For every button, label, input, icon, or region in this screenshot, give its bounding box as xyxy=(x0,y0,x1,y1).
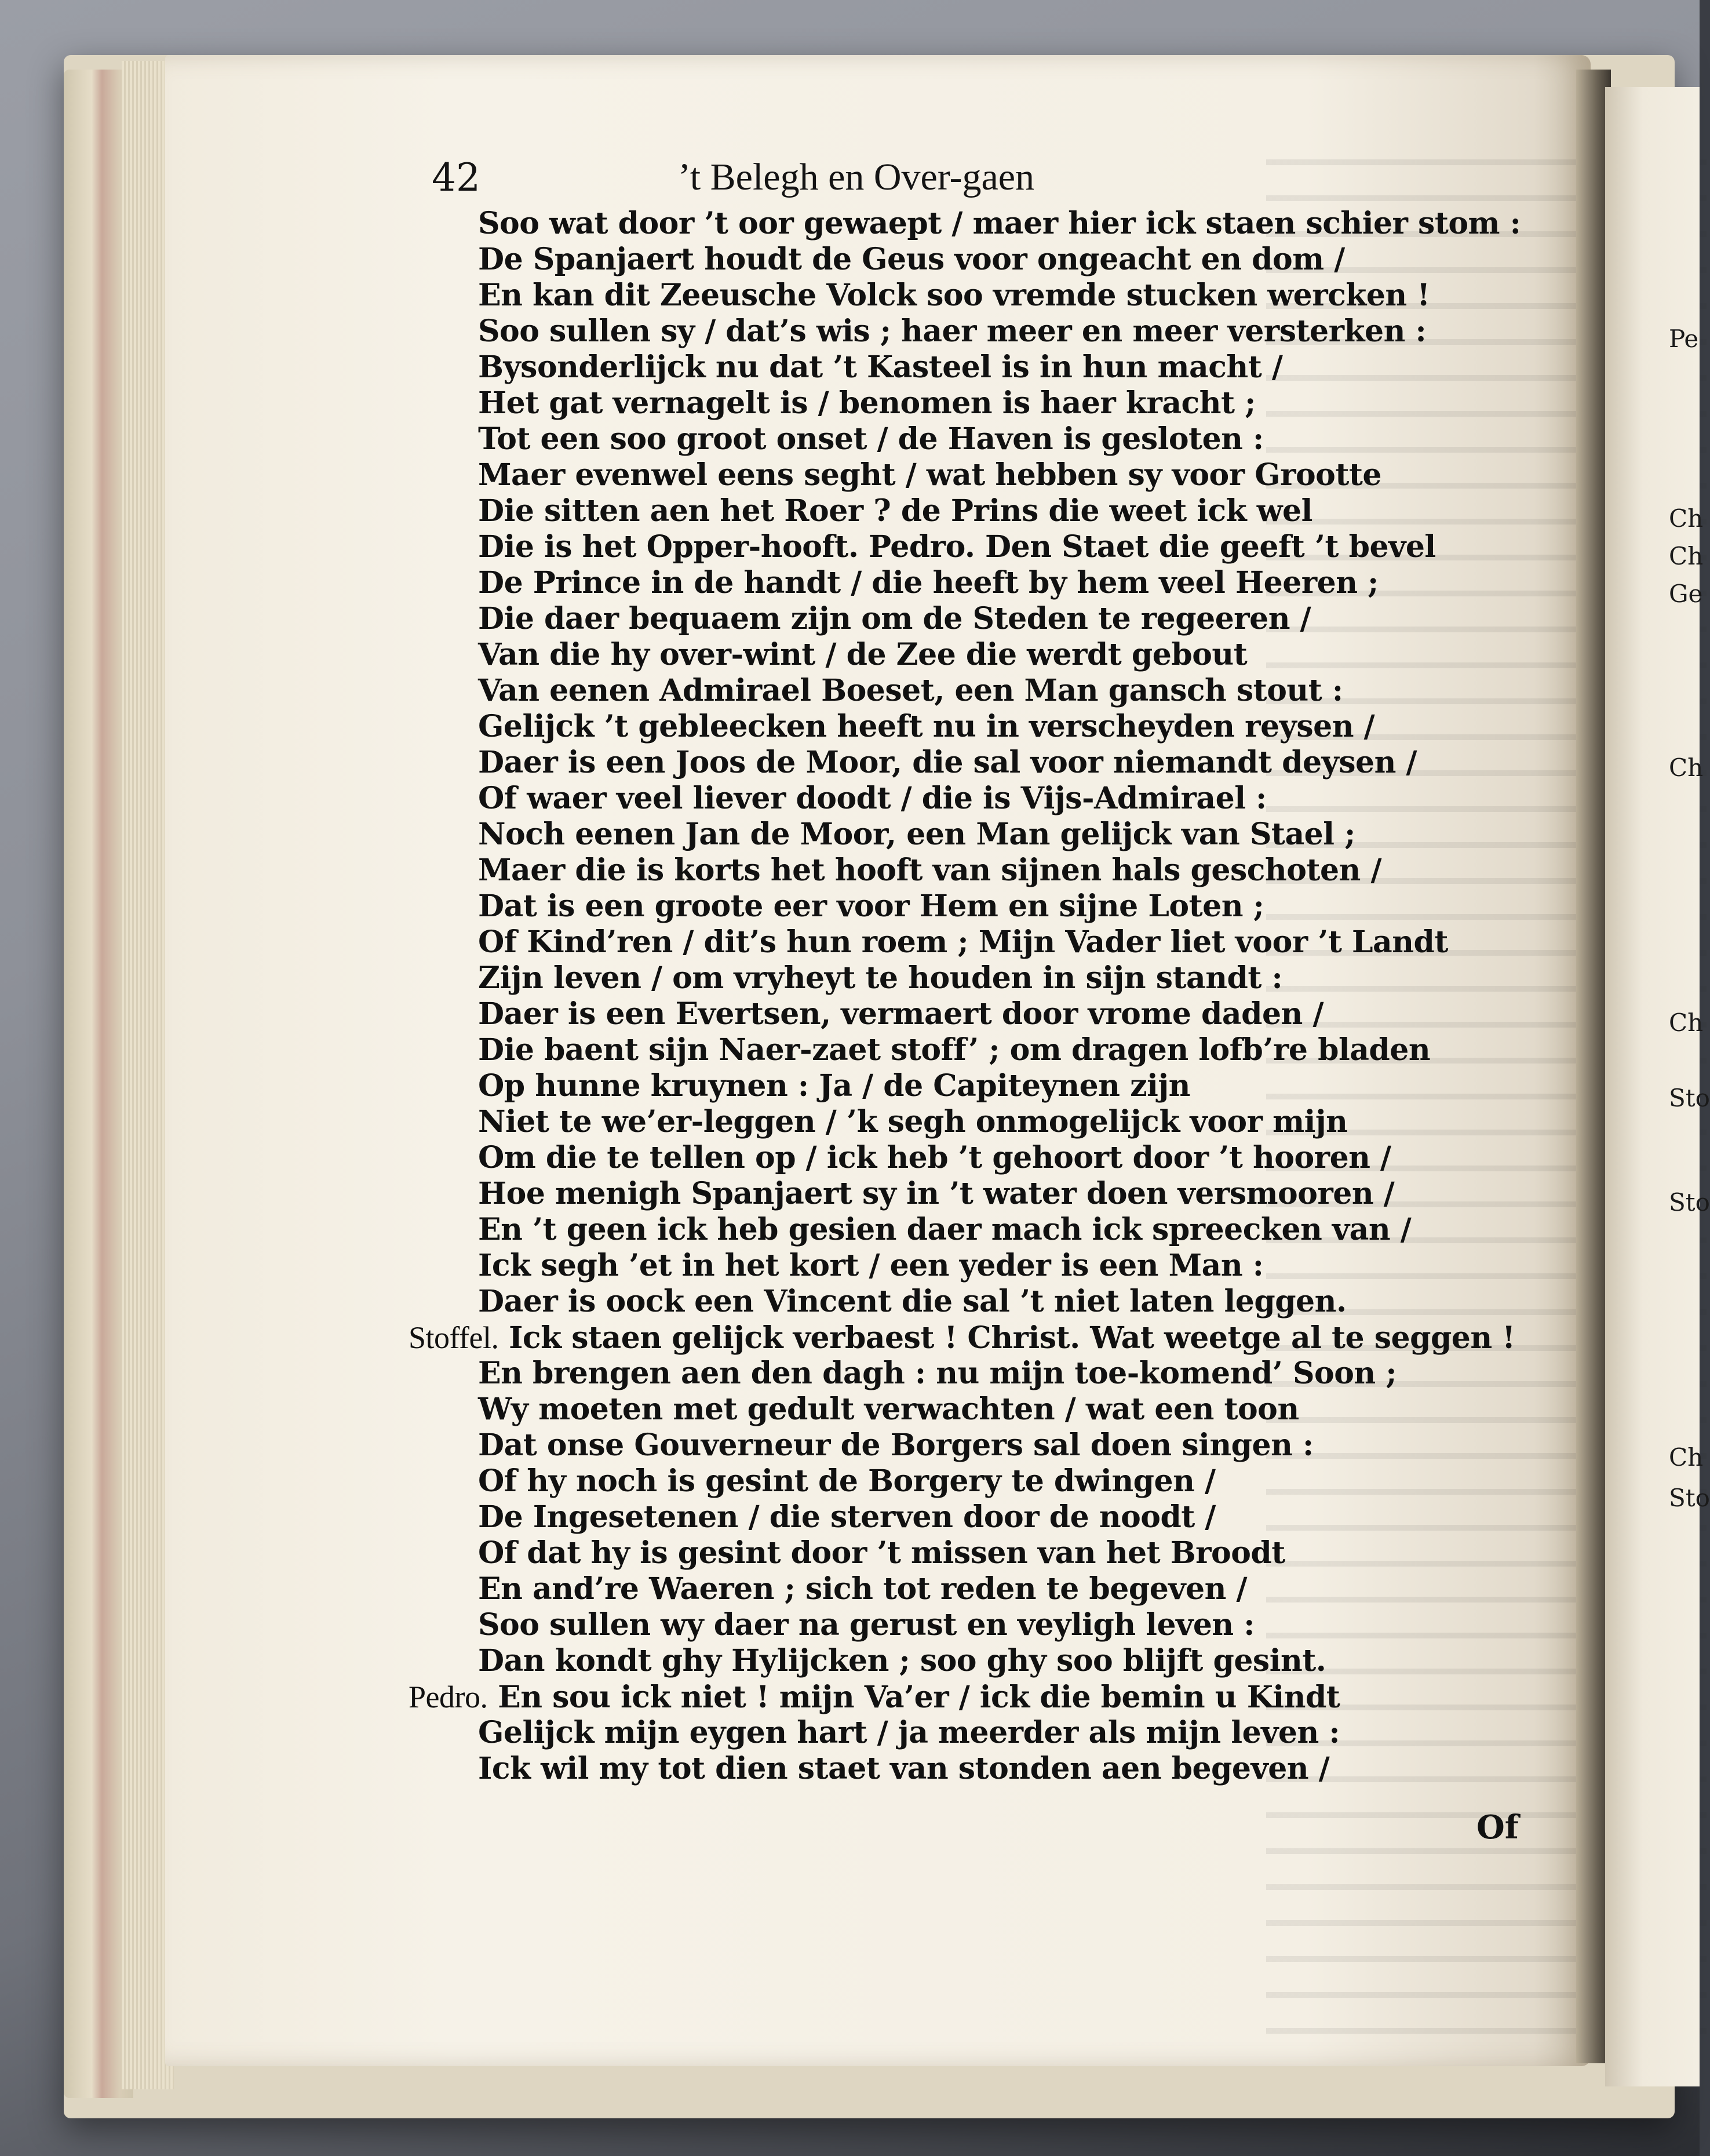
text-line xyxy=(478,1212,1411,1247)
verse-text: En sou ick niet ! mijn Va’er / ick die bemin u Kindt xyxy=(498,1680,1340,1715)
verse-text: En ’t geen ick heb gesien daer mach ick spreecken van / xyxy=(478,1212,1412,1247)
verse-text: Daer is een Evertsen, vermaert door vrome daden / xyxy=(478,996,1323,1032)
text-line xyxy=(478,1140,1391,1175)
text-line xyxy=(478,1392,1299,1427)
verse-text: Hoe menigh Spanjaert sy in ’t water doen versmooren / xyxy=(478,1176,1395,1211)
catchword: Of xyxy=(1476,1808,1519,1847)
text-line xyxy=(478,1463,1215,1499)
text-line xyxy=(409,1679,1340,1715)
verse-text: Soo sullen wy daer na gerust en veyligh leven : xyxy=(478,1607,1255,1643)
verse-text: Soo wat door ’t oor gewaept / maer hier ick staen schier stom : xyxy=(478,206,1521,241)
text-line xyxy=(478,1751,1329,1786)
text-line xyxy=(478,637,1247,672)
text-line xyxy=(478,1176,1394,1211)
verse-text: Die is het Opper-hooft. Pedro. Den Staet die geeft ’t bevel xyxy=(478,529,1436,565)
right-page-speaker-label: Sto xyxy=(1669,1484,1710,1512)
verse-text: Of Kind’ren / dit’s hun roem ; Mijn Vader liet voor ’t Landt xyxy=(478,924,1448,960)
text-line xyxy=(478,1032,1430,1068)
text-line xyxy=(478,1356,1397,1391)
text-line xyxy=(478,1104,1347,1139)
verse-text: Het gat vernagelt is / benomen is haer kracht ; xyxy=(478,385,1256,421)
verse-text: Bysonderlijck nu dat ’t Kasteel is in hun macht / xyxy=(478,349,1283,385)
text-line xyxy=(478,1715,1340,1750)
text-line xyxy=(478,853,1381,888)
text-line xyxy=(478,385,1256,421)
verse-text: Soo sullen sy / dat’s wis ; haer meer en meer versterken : xyxy=(478,314,1427,349)
text-line xyxy=(478,1248,1263,1283)
text-line xyxy=(409,1320,1515,1356)
verse-text: Zijn leven / om vryheyt te houden in sijn standt : xyxy=(478,960,1283,996)
verse-text: Dat onse Gouverneur de Borgers sal doen singen : xyxy=(478,1427,1314,1463)
text-line xyxy=(478,960,1282,996)
verse-text: Van eenen Admirael Boeset, een Man gansch stout : xyxy=(478,673,1343,708)
text-line xyxy=(478,1427,1314,1463)
text-line xyxy=(478,709,1374,744)
text-line xyxy=(478,924,1448,960)
right-page-speaker-label: Ch xyxy=(1669,542,1704,570)
verse-text: Wy moeten met gedult verwachten / wat een toon xyxy=(478,1392,1299,1427)
verse-text: Daer is oock een Vincent die sal ’t niet laten leggen. xyxy=(478,1284,1347,1319)
verse-text: Tot een soo groot onset / de Haven is gesloten : xyxy=(478,421,1264,457)
verse-text: En and’re Waeren ; sich tot reden te begeven / xyxy=(478,1571,1247,1607)
text-line xyxy=(478,278,1430,313)
verse-text: En brengen aen den dagh : nu mijn toe-komend’ Soon ; xyxy=(478,1356,1397,1391)
text-line xyxy=(478,206,1521,241)
text-line xyxy=(478,1499,1216,1535)
text-line xyxy=(478,1535,1285,1571)
verse-text: Van die hy over-wint / de Zee die werdt gebout xyxy=(478,637,1248,672)
speaker-name: Stoffel. xyxy=(409,1320,499,1355)
verse-text: Dat is een groote eer voor Hem en sijne Loten ; xyxy=(478,888,1264,924)
text-line xyxy=(478,888,1264,924)
text-line xyxy=(478,1607,1255,1643)
verse-text: Ick wil my tot dien staet van stonden aen begeven / xyxy=(478,1751,1330,1786)
right-page-speaker-label: Pe xyxy=(1669,325,1699,353)
right-page-speaker-label: Ch xyxy=(1669,504,1704,533)
text-line xyxy=(478,781,1267,816)
text-line xyxy=(478,1571,1247,1607)
verse-text: Gelijck mijn eygen hart / ja meerder als mijn leven : xyxy=(478,1715,1340,1750)
verse-text: De Ingesetenen / die sterven door de noodt / xyxy=(478,1499,1216,1535)
text-line xyxy=(478,565,1379,600)
verse-text: Of hy noch is gesint de Borgery te dwingen / xyxy=(478,1463,1216,1499)
speaker-name: Pedro. xyxy=(409,1680,488,1714)
text-line xyxy=(478,996,1323,1032)
verse-text: Of waer veel liever doodt / die is Vijs-Admirael : xyxy=(478,781,1267,816)
verse-text: Om die te tellen op / ick heb ’t gehoort door ’t hooren / xyxy=(478,1140,1391,1175)
text-line xyxy=(478,673,1343,708)
verse-text: De Prince in de handt / die heeft by hem veel Heeren ; xyxy=(478,565,1379,600)
right-page-speaker-label: Ch xyxy=(1669,1443,1704,1472)
text-line xyxy=(478,314,1426,349)
text-line xyxy=(478,601,1311,636)
verse-text: Die sitten aen het Roer ? de Prins die weet ick wel xyxy=(478,493,1312,529)
verse-text: Die baent sijn Naer-zaet stoff’ ; om dragen lofb’re bladen xyxy=(478,1032,1431,1068)
text-line xyxy=(478,817,1355,852)
page-number: 42 xyxy=(432,155,480,200)
right-page-speaker-label: Ch xyxy=(1669,1008,1704,1037)
verse-text: Ick staen gelijck verbaest ! Christ. Wat weetge al te seggen ! xyxy=(509,1320,1515,1356)
verse-text: Ick segh ’et in het kort / een yeder is een Man : xyxy=(478,1248,1264,1283)
verse-text: Noch eenen Jan de Moor, een Man gelijck van Stael ; xyxy=(478,817,1355,852)
text-line xyxy=(478,421,1264,457)
verse-text: Gelijck ’t gebleecken heeft nu in verscheyden reysen / xyxy=(478,709,1375,744)
verse-text: En kan dit Zeeusche Volck soo vremde stucken wercken ! xyxy=(478,278,1430,313)
text-line xyxy=(478,529,1436,565)
verse-text: Die daer bequaem zijn om de Steden te regeeren / xyxy=(478,601,1311,636)
verse-text: De Spanjaert houdt de Geus voor ongeacht en dom / xyxy=(478,242,1345,277)
verse-text: Op hunne kruynen : Ja / de Capiteynen zijn xyxy=(478,1068,1190,1104)
text-line xyxy=(478,457,1381,493)
verse-text: Niet te we’er-leggen / ’k segh onmogelijck voor mijn xyxy=(478,1104,1348,1139)
right-page-speaker-label: Sto xyxy=(1669,1084,1710,1112)
right-page-speaker-label: Ge xyxy=(1669,580,1703,608)
text-line xyxy=(478,745,1417,780)
text-line xyxy=(478,493,1312,529)
text-line xyxy=(478,242,1345,277)
text-line xyxy=(478,1643,1326,1678)
verse-text: Dan kondt ghy Hylijcken ; soo ghy soo blijft gesint. xyxy=(478,1643,1326,1678)
verse-text: Daer is een Joos de Moor, die sal voor niemandt deysen / xyxy=(478,745,1417,780)
verse-text: Maer die is korts het hooft van sijnen hals geschoten / xyxy=(478,853,1381,888)
verse-text: Of dat hy is gesint door ’t missen van het Broodt xyxy=(478,1535,1285,1571)
running-head: ’t Belegh en Over-gaen xyxy=(678,156,1035,198)
text-line xyxy=(478,349,1282,385)
text-line xyxy=(478,1284,1347,1319)
right-page-speaker-label: Ch xyxy=(1669,753,1704,782)
verse-text: Maer evenwel eens seght / wat hebben sy voor Grootte xyxy=(478,457,1381,493)
right-page-speaker-label: Sto xyxy=(1669,1188,1710,1217)
text-line xyxy=(478,1068,1190,1104)
